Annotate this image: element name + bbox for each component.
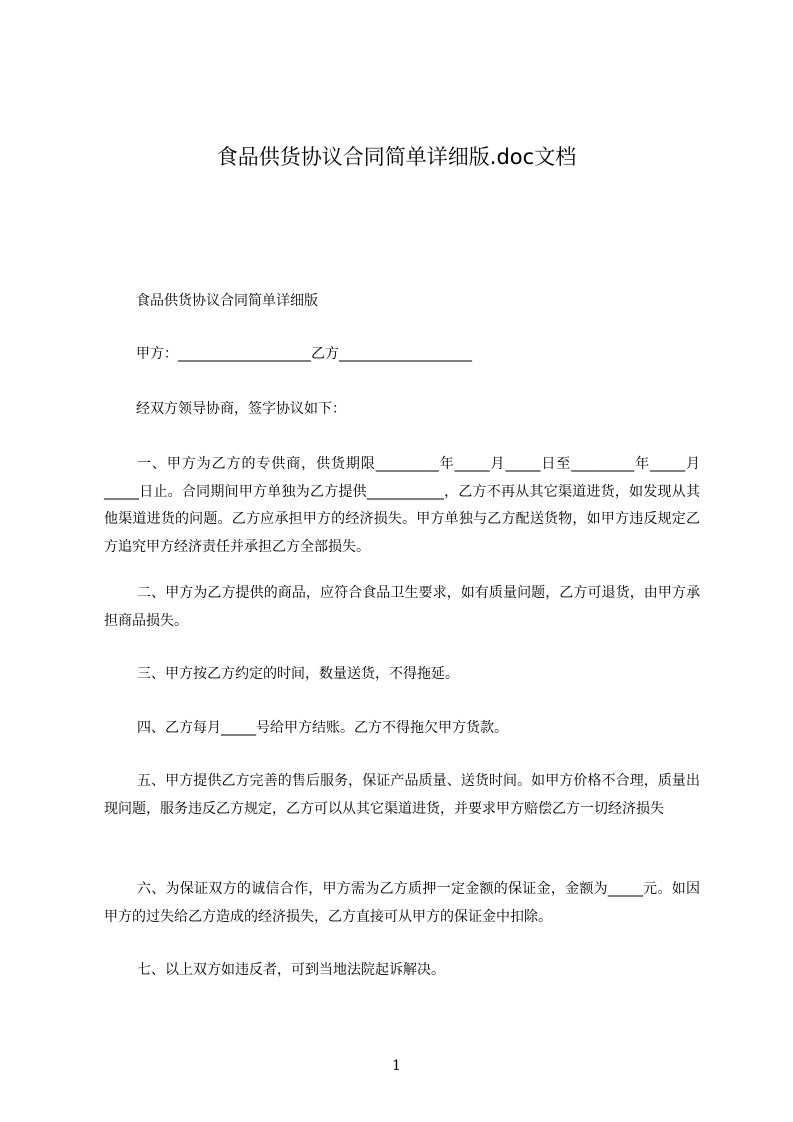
clause-2: 二、甲方为乙方提供的商品，应符合食品卫生要求，如有质量问题，乙方可退货，由甲方承担商品损失。 [104, 585, 700, 629]
clause-7: 七、以上双方如违反者，可到当地法院起诉解决。 [137, 962, 445, 978]
intro-line: 经双方领导协商，签字协议如下： [136, 401, 346, 417]
parties-line: 甲方：___________________乙方___________________ [136, 346, 472, 362]
document-title: 食品供货协议合同简单详细版.doc文档 [216, 145, 577, 169]
page-number: 1 [392, 1058, 401, 1074]
clause-3: 三、甲方按乙方约定的时间，数量送货，不得拖延。 [137, 666, 459, 682]
clause-1: 一、甲方为乙方的专供商，供货期限_________年_____月_____日至_________年_____月_____日止。合同期间甲方单独为乙方提供___________，乙方不再从其它渠道进货，如发现从其他渠道进货的问题。乙方应承担甲方的经济损失。甲方单独与乙方配送货物，如甲方违反规定乙方追究甲方经济责任并承担乙方全部损失。 [104, 456, 700, 555]
contract-subtitle: 食品供货协议合同简单详细版 [136, 293, 318, 309]
clause-6: 六、为保证双方的诚信合作，甲方需为乙方质押一定金额的保证金，金额为_____元。如因甲方的过失给乙方造成的经济损失，乙方直接可从甲方的保证金中扣除。 [104, 881, 700, 925]
clause-5: 五、甲方提供乙方完善的售后服务，保证产品质量、送货时间。如甲方价格不合理，质量出现问题，服务违反乙方规定，乙方可以从其它渠道进货，并要求甲方赔偿乙方一切经济损失 [104, 773, 700, 817]
clause-4: 四、乙方每月_____号给甲方结账。乙方不得拖欠甲方货款。 [137, 720, 508, 736]
